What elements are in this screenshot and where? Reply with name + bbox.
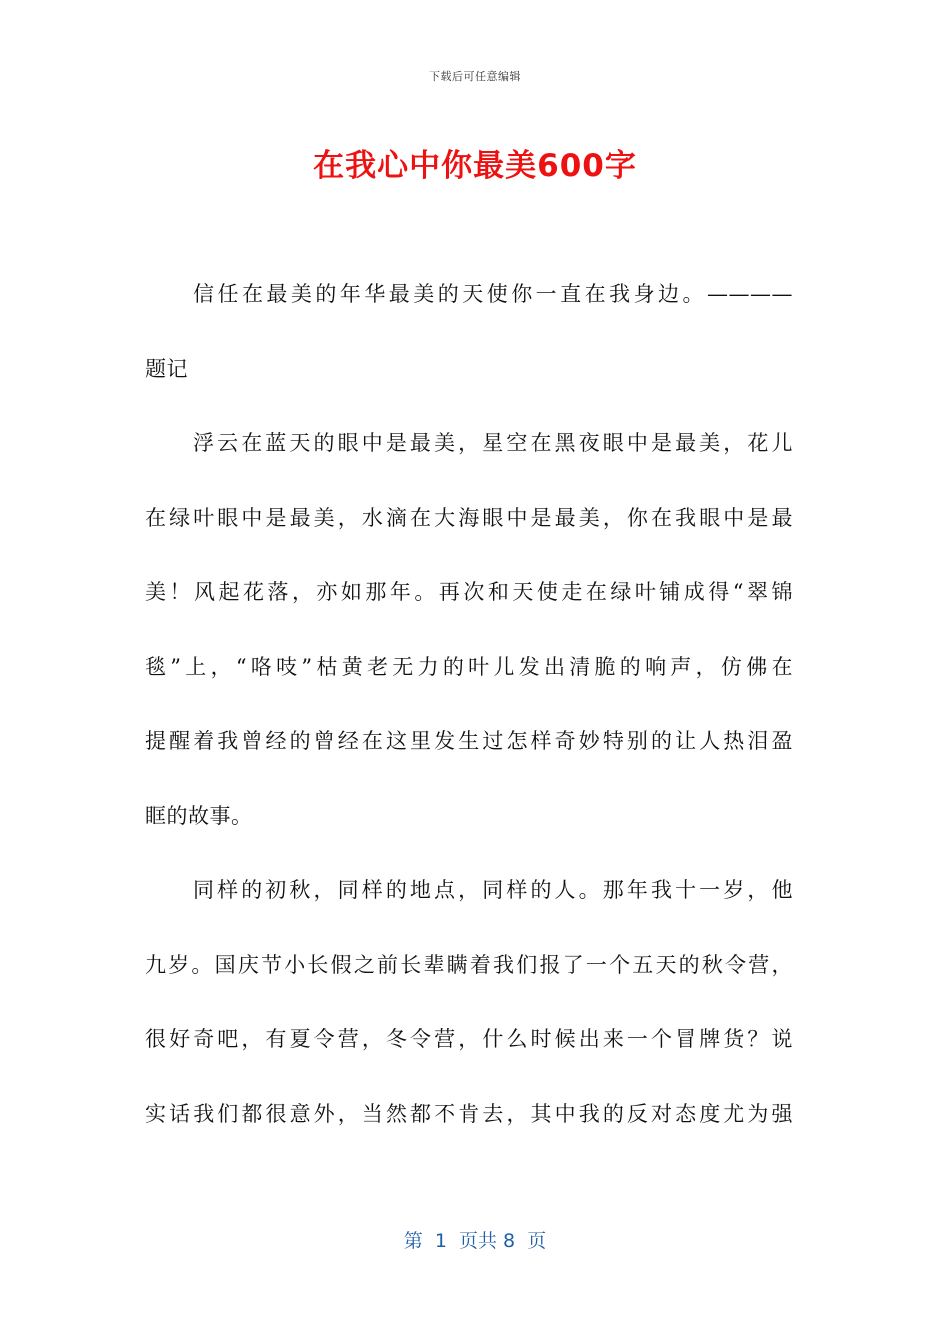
- paragraph-line: 美！风起花落，亦如那年。再次和天使走在绿叶铺成得“翠锦: [145, 580, 793, 604]
- paragraph-line: 提醒着我曾经的曾经在这里发生过怎样奇妙特别的让人热泪盈: [145, 729, 793, 753]
- paragraph-line: 在绿叶眼中是最美，水滴在大海眼中是最美，你在我眼中是最: [145, 505, 793, 530]
- paragraph-line: 毯”上，“咯吱”枯黄老无力的叶儿发出清脆的响声，仿佛在: [145, 654, 793, 679]
- document-title: 在我心中你最美600字: [313, 148, 637, 184]
- paragraph-line: 同样的初秋，同样的地点，同样的人。那年我十一岁，他: [193, 878, 793, 902]
- paragraph-line: 信任在最美的年华最美的天使你一直在我身边。————: [193, 282, 793, 306]
- paragraph-line: 眶的故事。: [145, 803, 253, 828]
- header-note: 下载后可任意编辑: [429, 70, 521, 83]
- paragraph-line: 实话我们都很意外，当然都不肯去，其中我的反对态度尤为强: [145, 1101, 793, 1126]
- paragraph-line: 题记: [145, 356, 188, 381]
- document-body: [145, 276, 793, 1170]
- paragraph-line: 浮云在蓝天的眼中是最美，星空在黑夜眼中是最美，花儿: [193, 431, 793, 455]
- page-number-footer: 第 1 页共 8 页: [403, 1230, 547, 1252]
- paragraph-line: 九岁。国庆节小长假之前长辈瞒着我们报了一个五天的秋令营，: [145, 952, 793, 977]
- paragraph-line: 很好奇吧，有夏令营，冬令营，什么时候出来一个冒牌货？说: [145, 1027, 793, 1051]
